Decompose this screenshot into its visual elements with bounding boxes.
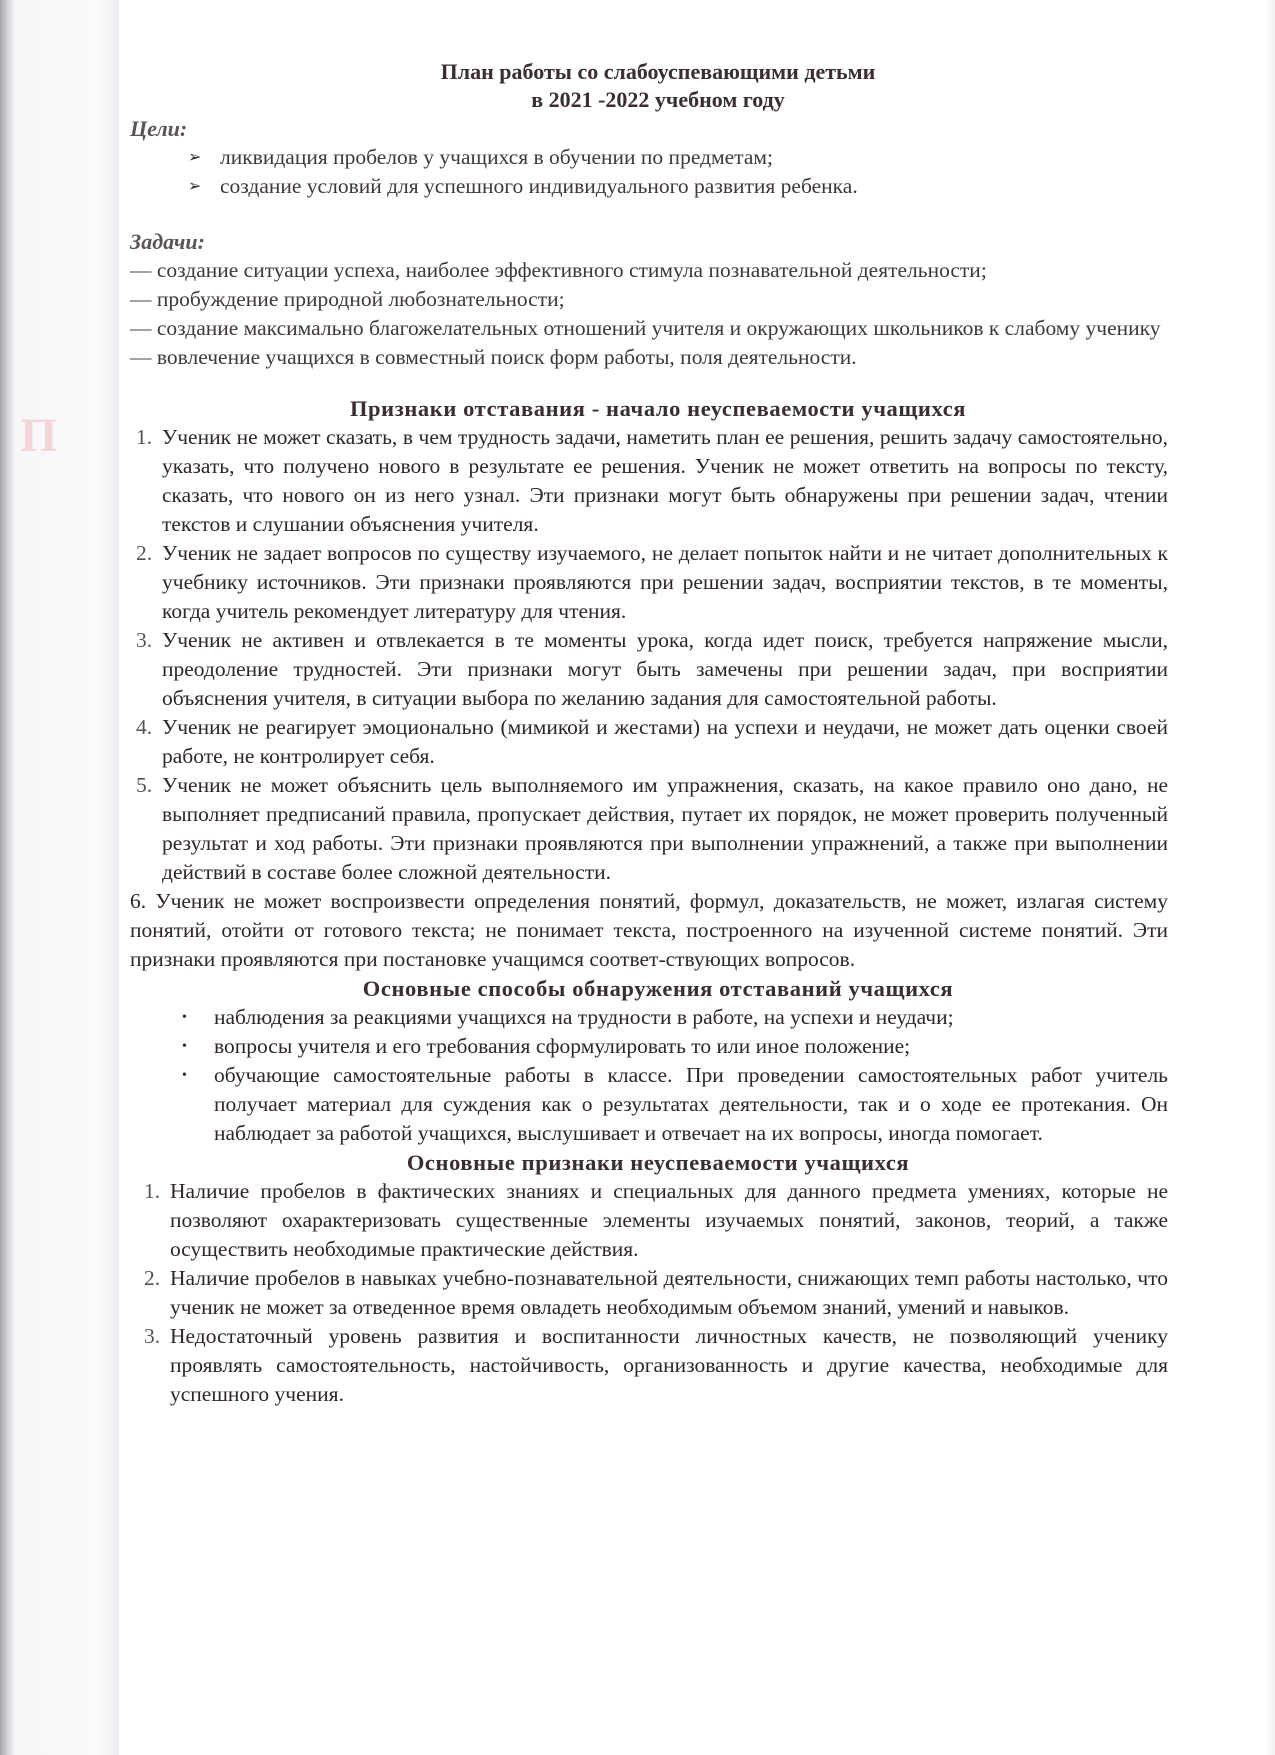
task-text: пробуждение природной любознательности; <box>156 287 565 311</box>
way-item <box>182 1003 1168 1032</box>
document-title-line-1: План работы со слабоуспевающими детьми <box>440 59 876 84</box>
goal-item <box>188 172 1168 201</box>
signs-list <box>136 423 1168 887</box>
arrow-bullet-icon: ➢ <box>188 149 202 166</box>
sign-item <box>136 626 1168 713</box>
main-sign-number: 1. <box>144 1179 161 1203</box>
dash-marker: — <box>130 316 152 340</box>
signs-heading: Признаки отставания - начало неуспеваемости учащихся <box>349 396 967 421</box>
ways-heading: Основные способы обнаружения отставаний учащихся <box>362 976 954 1001</box>
sign-number: 1. <box>136 425 153 449</box>
main-signs-list <box>144 1177 1168 1409</box>
sign-item <box>136 423 1168 539</box>
sign-text: Ученик не реагирует эмоционально (мимикой и жестами) на успехи и неудачи, не может дать оценки своей работе, не контролирует себя. <box>162 715 1168 768</box>
tasks-label: Задачи: <box>130 229 205 254</box>
dash-marker: — <box>130 287 152 311</box>
sign-text: Ученик не может сказать, в чем трудность задачи, наметить план ее решения, решить задачу самостоятельно, указать, что получено нового в результате ее решения. Ученик не может ответить на вопросы по тексту, сказать, что нового он из него узнал. Эти признаки могут быть обнаружены при решении задач, чтении текстов и слушании объяснения учителя. <box>162 425 1168 536</box>
sign-item <box>136 771 1168 887</box>
way-item <box>182 1032 1168 1061</box>
goal-item <box>188 143 1168 172</box>
sign-item <box>136 713 1168 771</box>
main-sign-text: Недостаточный уровень развития и воспитанности личностных качеств, не позволяющий ученику проявлять самостоятельность, настойчивость, организованность и другие качества, необходимые для успешного учения. <box>170 1324 1168 1406</box>
task-text: вовлечение учащихся в совместный поиск форм работы, поля деятельности. <box>156 345 857 369</box>
sign-item-6: 6. Ученик не может воспроизвести определения понятий, формул, доказательств, не может, излагая систему понятий, отойти от готового текста; не понимает текста, построенного на изученной системе понятий. Эти признаки проявляются при постановке учащимся соответ-ствующих вопросов. <box>130 889 1168 971</box>
goal-text: ликвидация пробелов у учащихся в обучении по предметам; <box>220 145 773 169</box>
main-sign-item <box>144 1322 1168 1409</box>
scan-page-edge <box>0 0 14 1755</box>
document-page <box>130 58 1168 1409</box>
goals-label: Цели: <box>130 116 188 141</box>
main-sign-number: 3. <box>144 1324 161 1348</box>
sign-number: 2. <box>136 541 153 565</box>
sign-text: Ученик не может объяснить цель выполняемого им упражнения, сказать, на какое правило оно дано, не выполняет предписаний правила, пропускает действия, путает их порядок, не может проверить полученный результат и ход работы. Эти признаки проявляются при выполнении упражнений, а также при выполнении действий в составе более сложной деятельности. <box>162 773 1168 884</box>
main-sign-item <box>144 1264 1168 1322</box>
main-signs-heading: Основные признаки неуспеваемости учащихся <box>406 1150 910 1175</box>
dash-marker: — <box>130 345 152 369</box>
main-sign-number: 2. <box>144 1266 161 1290</box>
bullet-icon: • <box>182 1010 187 1025</box>
bullet-icon: • <box>182 1039 187 1054</box>
bullet-icon: • <box>182 1068 187 1083</box>
way-text: наблюдения за реакциями учащихся на трудности в работе, на успехи и неудачи; <box>214 1005 954 1029</box>
main-sign-item <box>144 1177 1168 1264</box>
tasks-list <box>130 256 1168 372</box>
sign-number: 3. <box>136 628 153 652</box>
scan-right-edge <box>1265 0 1275 1755</box>
bleed-through-mark: П <box>20 409 58 462</box>
document-title-line-2: в 2021 -2022 учебном году <box>531 87 785 112</box>
task-item <box>130 285 1168 314</box>
task-item <box>130 343 1168 372</box>
sign-text: Ученик не задает вопросов по существу изучаемого, не делает попыток найти и не читает дополнительных к учебнику источников. Эти признаки проявляются при решении задач, восприятии текстов, в те моменты, когда учитель рекомендует литературу для чтения. <box>162 541 1168 623</box>
sign-text: Ученик не активен и отвлекается в те моменты урока, когда идет поиск, требуется напряжение мысли, преодоление трудностей. Эти признаки могут быть замечены при решении задач, при восприятии объяснения учителя, в ситуации выбора по желанию задания для самостоятельной работы. <box>162 628 1168 710</box>
arrow-bullet-icon: ➢ <box>188 178 202 195</box>
sign-item <box>136 539 1168 626</box>
dash-marker: — <box>130 258 152 282</box>
ways-list <box>182 1003 1168 1148</box>
main-sign-text: Наличие пробелов в навыках учебно-познавательной деятельности, снижающих темп работы настолько, что ученик не может за отведенное время овладеть необходимым объемом знаний, умений и навыков. <box>170 1266 1168 1319</box>
task-item <box>130 314 1168 343</box>
task-text: создание ситуации успеха, наиболее эффективного стимула познавательной деятельности; <box>156 258 987 282</box>
task-text: создание максимально благожелательных отношений учителя и окружающих школьников к слабому ученику <box>156 316 1161 340</box>
way-text: вопросы учителя и его требования сформулировать то или иное положение; <box>214 1034 911 1058</box>
way-item <box>182 1061 1168 1148</box>
sign-number: 5. <box>136 773 153 797</box>
sign-number: 4. <box>136 715 153 739</box>
scan-margin-band <box>14 0 119 1755</box>
task-item <box>130 256 1168 285</box>
way-text: обучающие самостоятельные работы в классе. При проведении самостоятельных работ учитель получает материал для суждения как о результатах деятельности, так и о ходе ее протекания. Он наблюдает за работой учащихся, выслушивает и отвечает на их вопросы, иногда помогает. <box>214 1063 1168 1145</box>
goal-text: создание условий для успешного индивидуального развития ребенка. <box>220 174 858 198</box>
main-sign-text: Наличие пробелов в фактических знаниях и специальных для данного предмета умениях, которые не позволяют охарактеризовать существенные элементы изучаемых понятий, законов, теорий, а также осуществить необходимые практические действия. <box>170 1179 1168 1261</box>
goals-list <box>188 143 1168 201</box>
